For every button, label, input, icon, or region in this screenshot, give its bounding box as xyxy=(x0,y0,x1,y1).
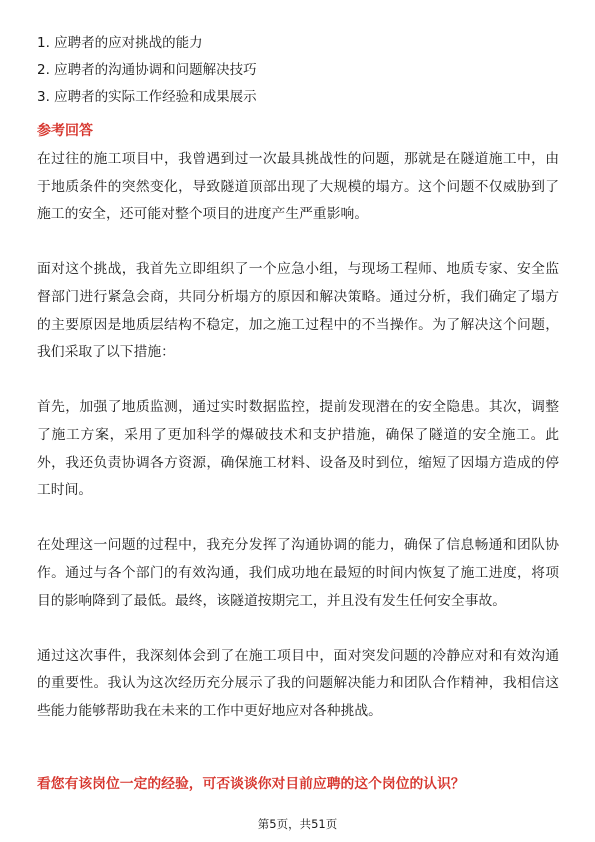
page-number: 第5页，共51页 xyxy=(257,817,338,831)
answer-paragraph: 在过往的施工项目中，我曾遇到过一次最具挑战性的问题，那就是在隧道施工中，由于地质条件的突然变化，导致隧道顶部出现了大规模的塌方。这个问题不仅威胁到了施工的安全，还可能对整个项目的进度产生严重影响。 xyxy=(37,151,559,223)
next-question: 看您有该岗位一定的经验，可否谈谈你对目前应聘的这个岗位的认识？ xyxy=(37,776,465,792)
reference-answer xyxy=(37,146,559,753)
evaluation-criteria-list xyxy=(37,30,557,111)
answer-heading: 参考回答 xyxy=(37,123,93,139)
criteria-item: 2. 应聘者的沟通协调和问题解决技巧 xyxy=(37,62,257,78)
criteria-item: 1. 应聘者的应对挑战的能力 xyxy=(37,35,203,51)
answer-paragraph: 通过这次事件，我深刻体会到了在施工项目中，面对突发问题的冷静应对和有效沟通的重要性。我认为这次经历充分展示了我的问题解决能力和团队合作精神，我相信这些能力能够帮助我在未来的工作中更好地应对各种挑战。 xyxy=(37,647,559,719)
answer-paragraph: 首先，加强了地质监测，通过实时数据监控，提前发现潜在的安全隐患。其次，调整了施工方案，采用了更加科学的爆破技术和支护措施，确保了隧道的安全施工。此外，我还负责协调各方资源，确保施工材料、设备及时到位，缩短了因塌方造成的停工时间。 xyxy=(37,399,559,499)
answer-paragraph: 在处理这一问题的过程中，我充分发挥了沟通协调的能力，确保了信息畅通和团队协作。通过与各个部门的有效沟通，我们成功地在最短的时间内恢复了施工进度，将项目的影响降到了最低。最终，该隧道按期完工，并且没有发生任何安全事故。 xyxy=(37,537,559,609)
answer-paragraph: 面对这个挑战，我首先立即组织了一个应急小组，与现场工程师、地质专家、安全监督部门进行紧急会商，共同分析塌方的原因和解决策略。通过分析，我们确定了塌方的主要原因是地质层结构不稳定，加之施工过程中的不当操作。为了解决这个问题，我们采取了以下措施： xyxy=(37,261,559,361)
criteria-item: 3. 应聘者的实际工作经验和成果展示 xyxy=(37,89,257,105)
